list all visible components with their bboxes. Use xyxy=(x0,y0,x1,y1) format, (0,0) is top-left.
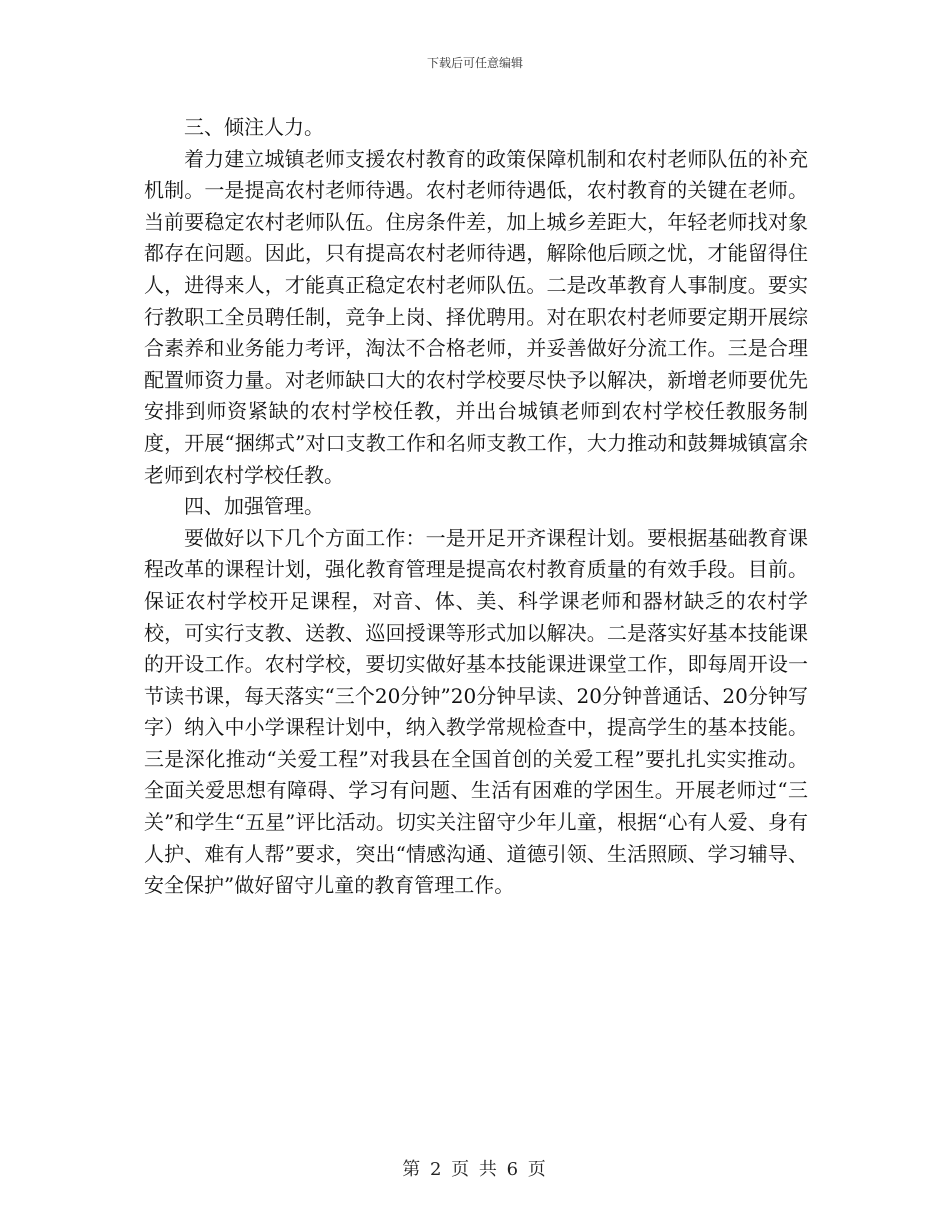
section-heading-3: 三、倾注人力。 xyxy=(184,115,324,139)
page-number-footer: 第 2 页 共 6 页 xyxy=(402,1159,548,1180)
section-paragraph-4: 要做好以下几个方面工作：一是开足开齐课程计划。要根据基础教育课程改革的课程计划，强化教育管理是提高农村教育质量的有效手段。目前。保证农村学校开足课程，对音、体、美、科学课老师和器材缺乏的农村学校，可实行支教、送教、巡回授课等形式加以解决。二是落实好基本技能课的开设工作。农村学校，要切实做好基本技能课进课堂工作，即每周开设一节读书课，每天落实“三个20分钟”20分钟早读、20分钟普通话、20分钟写字）纳入中小学课程计划中，纳入教学常规检查中，提高学生的基本技能。三是深化推动“关爱工程”对我县在全国首创的关爱工程”要扎扎实实推动。全面关爱思想有障碍、学习有问题、生活有困难的学困生。开展老师过“三关”和学生“五星”评比活动。切实关注留守少年儿童，根据“心有人爱、身有人护、难有人帮”要求，突出“情感沟通、道德引领、生活照顾、学习辅导、安全保护”做好留守儿童的教育管理工作。 xyxy=(144,525,808,898)
document-body xyxy=(144,112,808,902)
section-heading-4: 四、加强管理。 xyxy=(184,494,324,519)
page-header-note: 下载后可任意编辑 xyxy=(426,56,523,70)
section-paragraph-3: 着力建立城镇老师支援农村教育的政策保障机制和农村老师队伍的补充机制。一是提高农村老师待遇。农村老师待遇低，农村教育的关键在老师。当前要稳定农村老师队伍。住房条件差，加上城乡差距大，年轻老师找对象都存在问题。因此，只有提高农村老师待遇，解除他后顾之忧，才能留得住人，进得来人，才能真正稳定农村老师队伍。二是改革教育人事制度。要实行教职工全员聘任制，竞争上岗、择优聘用。对在职农村老师要定期开展综合素养和业务能力考评，淘汰不合格老师，并妥善做好分流工作。三是合理配置师资力量。对老师缺口大的农村学校要尽快予以解决，新增老师要优先安排到师资紧缺的农村学校任教，并出台城镇老师到农村学校任教服务制度，开展“捆绑式”对口支教工作和名师支教工作，大力推动和鼓舞城镇富余老师到农村学校任教。 xyxy=(144,146,808,487)
